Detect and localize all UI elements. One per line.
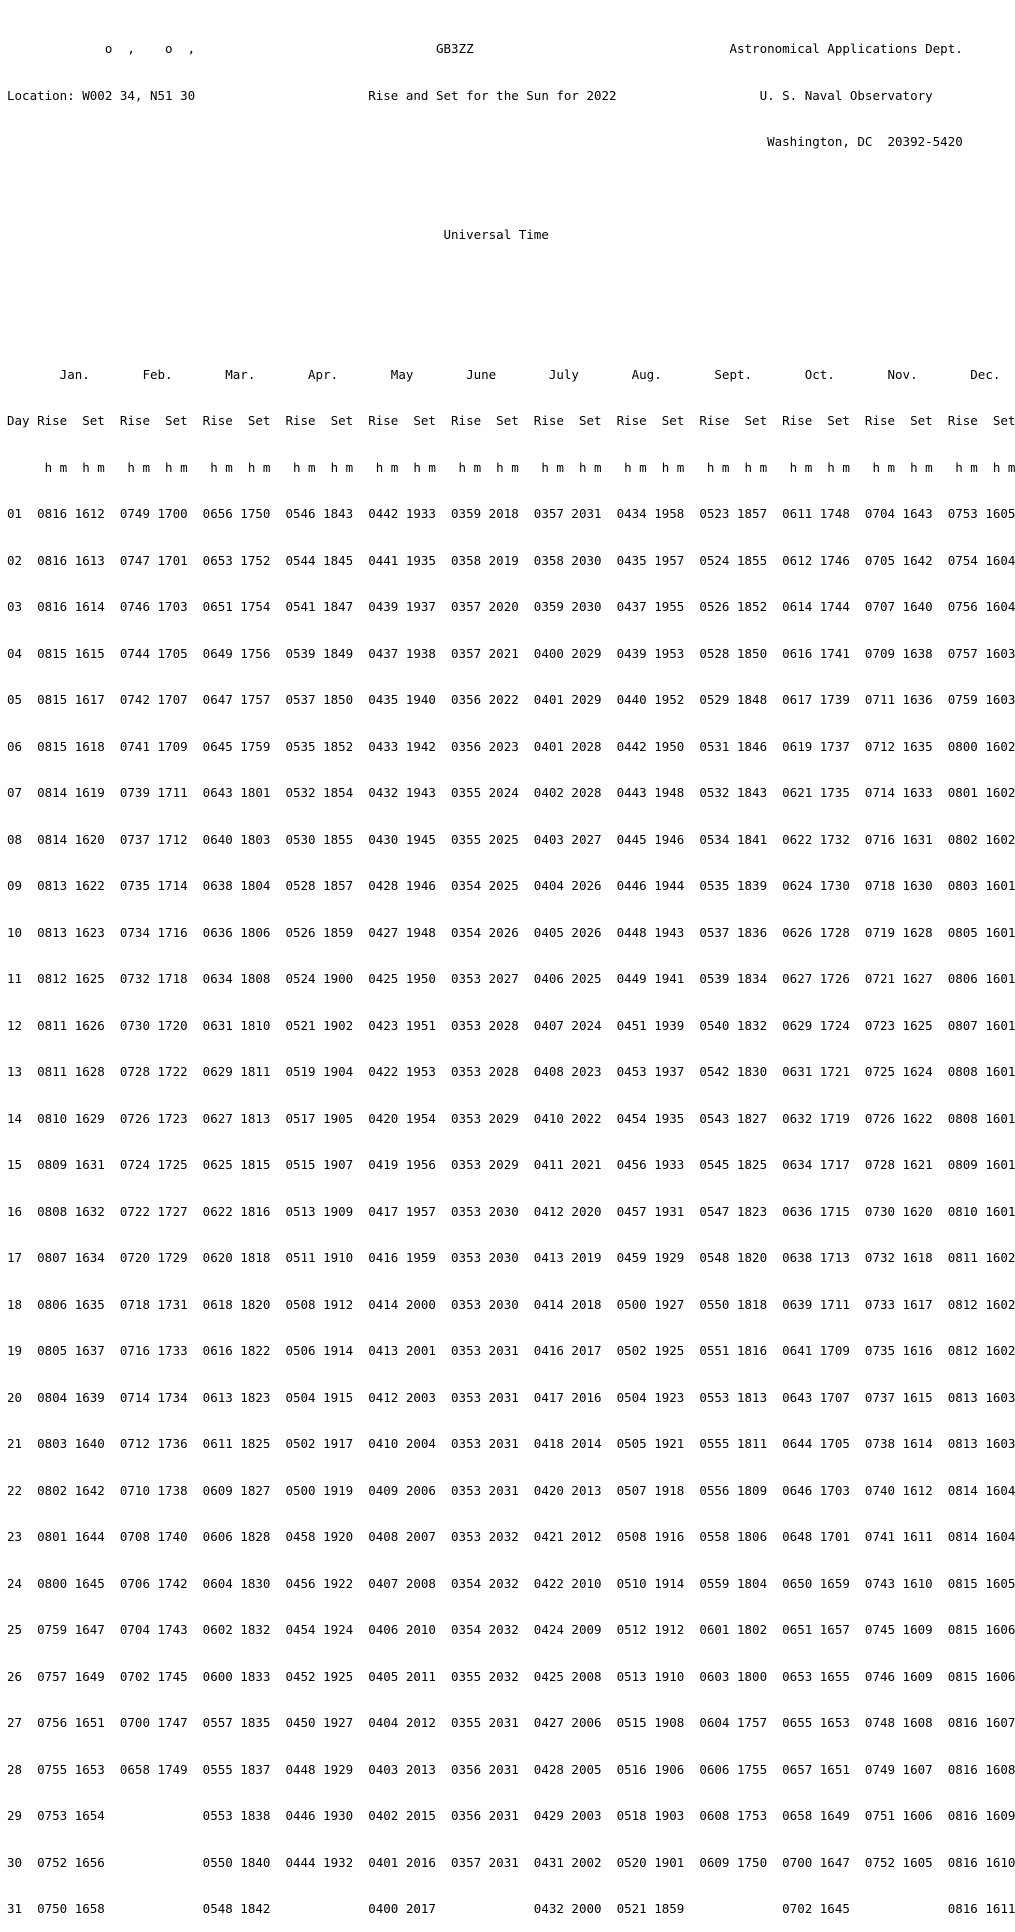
table-row: 07 0814 1619 0739 1711 0643 1801 0532 1854 0432 1943 0355 2024 0402 2028 0443 1948 0532 1843 0621 1735 0714 1633 0801 1602 (7, 785, 1015, 800)
unit-header-row: h m h m h m h m h m h m h m h m h m h m h m h m h m h m h m h m h m h m h m h m h m h m h m h m (7, 459, 1015, 475)
table-row: 31 0750 1658 0548 1842 0400 2017 0432 2000 0521 1859 0702 1645 0816 1611 (7, 1901, 1015, 1916)
header-line-7 (7, 320, 1015, 336)
table-row: 26 0757 1649 0702 1745 0600 1833 0452 1925 0405 2011 0355 2032 0425 2008 0513 1910 0603 1800 0653 1655 0746 1609 0815 1606 (7, 1668, 1015, 1684)
table-row: 10 0813 1623 0734 1716 0636 1806 0526 1859 0427 1948 0354 2026 0405 2026 0448 1943 0537 1836 0626 1728 0719 1628 0805 1601 (7, 924, 1015, 940)
header-line-1: o , o , GB3ZZ Astronomical Applications Dept. (7, 41, 963, 56)
table-row: 01 0816 1612 0749 1700 0656 1750 0546 1843 0442 1933 0359 2018 0357 2031 0434 1958 0523 1857 0611 1748 0704 1643 0753 1605 (7, 506, 1015, 521)
table-row: 23 0801 1644 0708 1740 0606 1828 0458 1920 0408 2007 0353 2032 0421 2012 0508 1916 0558 1806 0648 1701 0741 1611 0814 1604 (7, 1529, 1015, 1544)
table-row: 04 0815 1615 0744 1705 0649 1756 0539 1849 0437 1938 0357 2021 0400 2029 0439 1953 0528 1850 0616 1741 0709 1638 0757 1603 (7, 645, 1015, 661)
table-row: 25 0759 1647 0704 1743 0602 1832 0454 1924 0406 2010 0354 2032 0424 2009 0512 1912 0601 1802 0651 1657 0745 1609 0815 1606 (7, 1622, 1015, 1637)
table-row: 28 0755 1653 0658 1749 0555 1837 0448 1929 0403 2013 0356 2031 0428 2005 0516 1906 0606 1755 0657 1651 0749 1607 0816 1608 (7, 1761, 1015, 1777)
table-row: 19 0805 1637 0716 1733 0616 1822 0506 1914 0413 2001 0353 2031 0416 2017 0502 1925 0551 1816 0641 1709 0735 1616 0812 1602 (7, 1343, 1015, 1358)
table-row: 16 0808 1632 0722 1727 0622 1816 0513 1909 0417 1957 0353 2030 0412 2020 0457 1931 0547 1823 0636 1715 0730 1620 0810 1601 (7, 1203, 1015, 1219)
table-row: 17 0807 1634 0720 1729 0620 1818 0511 1910 0416 1959 0353 2030 0413 2019 0459 1929 0548 1820 0638 1713 0732 1618 0811 1602 (7, 1250, 1015, 1265)
table-row: 05 0815 1617 0742 1707 0647 1757 0537 1850 0435 1940 0356 2022 0401 2029 0440 1952 0529 1848 0617 1739 0711 1636 0759 1603 (7, 692, 1015, 707)
header-line-3: Washington, DC 20392-5420 (7, 134, 963, 149)
table-row: 14 0810 1629 0726 1723 0627 1813 0517 1905 0420 1954 0353 2029 0410 2022 0454 1935 0543 1827 0632 1719 0726 1622 0808 1601 (7, 1110, 1015, 1126)
table-row: 06 0815 1618 0741 1709 0645 1759 0535 1852 0433 1942 0356 2023 0401 2028 0442 1950 0531 1846 0619 1737 0712 1635 0800 1602 (7, 738, 1015, 754)
table-row: 27 0756 1651 0700 1747 0557 1835 0450 1927 0404 2012 0355 2031 0427 2006 0515 1908 0604 1757 0655 1653 0748 1608 0816 1607 (7, 1715, 1015, 1730)
table-row: 21 0803 1640 0712 1736 0611 1825 0502 1917 0410 2004 0353 2031 0418 2014 0505 1921 0555 1811 0644 1705 0738 1614 0813 1603 (7, 1436, 1015, 1451)
header-line-6 (7, 274, 1015, 290)
table-row: 24 0800 1645 0706 1742 0604 1830 0456 1922 0407 2008 0354 2032 0422 2010 0510 1914 0559 1804 0650 1659 0743 1610 0815 1605 (7, 1575, 1015, 1591)
table-row: 15 0809 1631 0724 1725 0625 1815 0515 1907 0419 1956 0353 2029 0411 2021 0456 1933 0545 1825 0634 1717 0728 1621 0809 1601 (7, 1157, 1015, 1172)
table-row: 20 0804 1639 0714 1734 0613 1823 0504 1915 0412 2003 0353 2031 0417 2016 0504 1923 0553 1813 0643 1707 0737 1615 0813 1603 (7, 1389, 1015, 1405)
table-row: 30 0752 1656 0550 1840 0444 1932 0401 2016 0357 2031 0431 2002 0520 1901 0609 1750 0700 1647 0752 1605 0816 1610 (7, 1854, 1015, 1870)
header-line-4 (7, 181, 1015, 197)
month-header-row: Jan. Feb. Mar. Apr. May June July Aug. Sept. Oct. Nov. Dec. (7, 366, 1001, 382)
table-row: 11 0812 1625 0732 1718 0634 1808 0524 1900 0425 1950 0353 2027 0406 2025 0449 1941 0539 1834 0627 1726 0721 1627 0806 1601 (7, 971, 1015, 986)
table-row: 12 0811 1626 0730 1720 0631 1810 0521 1902 0423 1951 0353 2028 0407 2024 0451 1939 0540 1832 0629 1724 0723 1625 0807 1601 (7, 1017, 1015, 1033)
table-row: 02 0816 1613 0747 1701 0653 1752 0544 1845 0441 1935 0358 2019 0358 2030 0435 1957 0524 1855 0612 1746 0705 1642 0754 1604 (7, 552, 1015, 568)
table-row: 08 0814 1620 0737 1712 0640 1803 0530 1855 0430 1945 0355 2025 0403 2027 0445 1946 0534 1841 0622 1732 0716 1631 0802 1602 (7, 831, 1015, 847)
column-header-row: Day Rise Set Rise Set Rise Set Rise Set Rise Set Rise Set Rise Set Rise Set Rise Set Rise Set Rise Set Rise Set (7, 413, 1015, 428)
table-row: 18 0806 1635 0718 1731 0618 1820 0508 1912 0414 2000 0353 2030 0414 2018 0500 1927 0550 1818 0639 1711 0733 1617 0812 1602 (7, 1296, 1015, 1312)
table-row: 09 0813 1622 0735 1714 0638 1804 0528 1857 0428 1946 0354 2025 0404 2026 0446 1944 0535 1839 0624 1730 0718 1630 0803 1601 (7, 878, 1015, 893)
sun-rise-set-document (7, 10, 1015, 1932)
header-line-5: Universal Time (7, 227, 549, 242)
header-line-2: Location: W002 34, N51 30 Rise and Set for the Sun for 2022 U. S. Naval Observatory (7, 87, 933, 103)
table-row: 29 0753 1654 0553 1838 0446 1930 0402 2015 0356 2031 0429 2003 0518 1903 0608 1753 0658 1649 0751 1606 0816 1609 (7, 1808, 1015, 1823)
table-row: 22 0802 1642 0710 1738 0609 1827 0500 1919 0409 2006 0353 2031 0420 2013 0507 1918 0556 1809 0646 1703 0740 1612 0814 1604 (7, 1482, 1015, 1498)
table-row: 03 0816 1614 0746 1703 0651 1754 0541 1847 0439 1937 0357 2020 0359 2030 0437 1955 0526 1852 0614 1744 0707 1640 0756 1604 (7, 599, 1015, 614)
table-row: 13 0811 1628 0728 1722 0629 1811 0519 1904 0422 1953 0353 2028 0408 2023 0453 1937 0542 1830 0631 1721 0725 1624 0808 1601 (7, 1064, 1015, 1079)
